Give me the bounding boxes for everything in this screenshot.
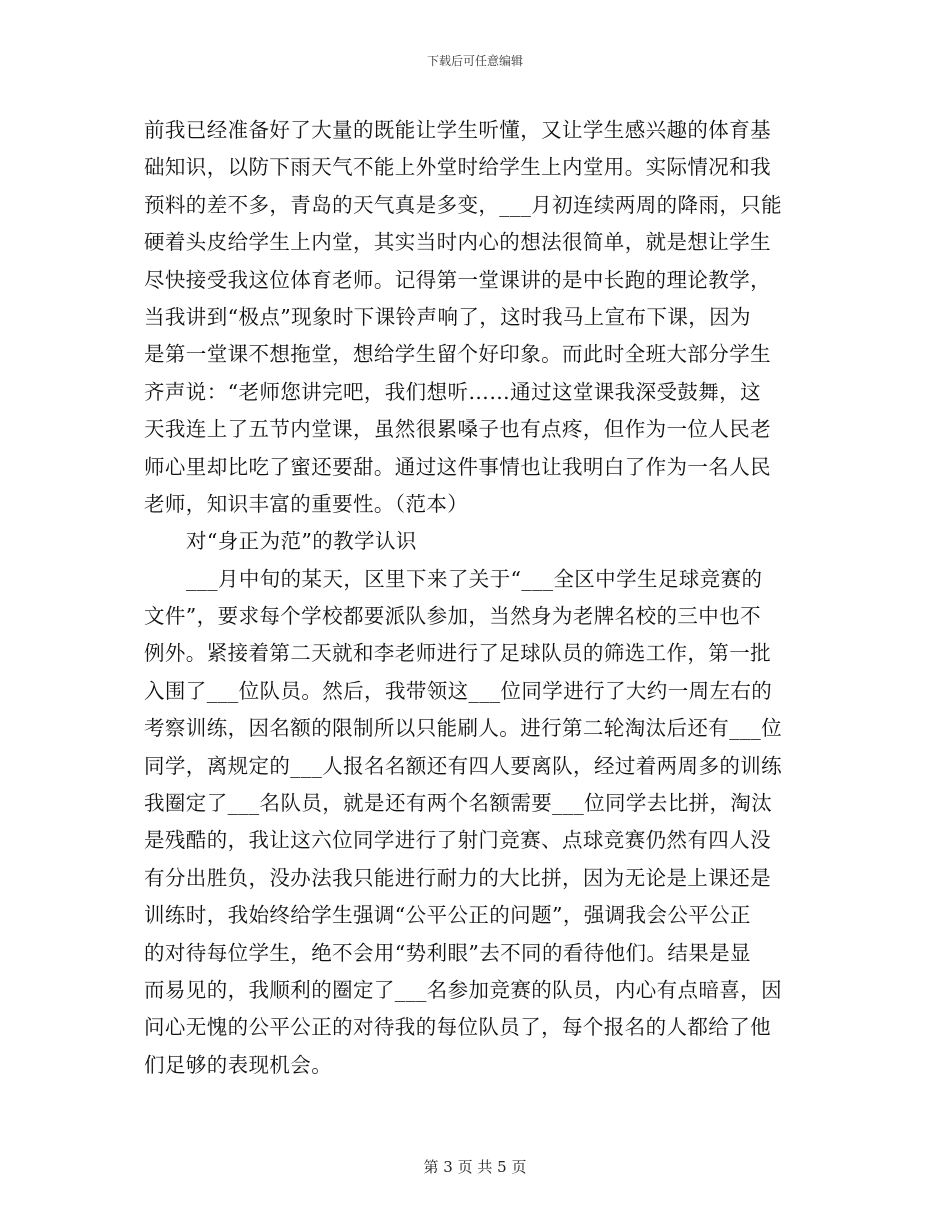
text-line: 尽快接受我这位体育老师。记得第一堂课讲的是中长跑的理论教学，	[144, 267, 771, 292]
text-line: 预料的差不多，青岛的天气真是多变，___月初连续两周的降雨，只能	[144, 192, 783, 217]
text-line: 齐声说：“老师您讲完吧，我们想听……通过这堂课我深受鼓舞，这	[144, 379, 761, 404]
text-line: 文件”，要求每个学校都要派队参加，当然身为老牌名校的三中也不	[144, 604, 761, 629]
text-line: 考察训练，因名额的限制所以只能刷人。进行第二轮淘汰后还有___位	[144, 716, 783, 741]
text-line: 师心里却比吃了蜜还要甜。通过这件事情也让我明白了作为一名人民	[144, 454, 771, 479]
text-line: 而易见的，我顺利的圈定了___名参加竞赛的队员，内心有点暗喜，因	[144, 977, 783, 1002]
text-line: 入围了___位队员。然后，我带领这___位同学进行了大约一周左右的	[144, 678, 773, 703]
text-line: 前我已经准备好了大量的既能让学生听懂，又让学生感兴趣的体育基	[144, 118, 771, 142]
text-line: 有分出胜负，没办法我只能进行耐力的大比拼，因为无论是上课还是	[144, 865, 771, 890]
text-line: 当我讲到“极点”现象时下课铃声响了，这时我马上宣布下课，因为	[144, 304, 751, 329]
text-line: 问心无愧的公平公正的对待我的每位队员了，每个报名的人都给了他	[144, 1015, 771, 1040]
text-line: 天我连上了五节内堂课，虽然很累嗓子也有点疼，但作为一位人民老	[144, 417, 771, 442]
text-line: 础知识，以防下雨天气不能上外堂时给学生上内堂用。实际情况和我	[144, 155, 771, 180]
text-line: 是第一堂课不想拖堂，想给学生留个好印象。而此时全班大部分学生	[144, 342, 771, 367]
page-number: 第 3 页 共 5 页	[423, 1158, 527, 1176]
text-line: ___月中旬的某天，区里下来了关于“___全区中学生足球竞赛的	[186, 566, 763, 591]
text-line: 们足够的表现机会。	[144, 1052, 333, 1077]
text-line: 硬着头皮给学生上内堂，其实当时内心的想法很简单，就是想让学生	[144, 230, 771, 255]
page-header: 下载后可任意编辑	[426, 54, 523, 68]
document-body	[144, 112, 809, 1084]
section-heading: 对“身正为范”的教学认识	[186, 529, 417, 554]
text-line: 是残酷的，我让这六位同学进行了射门竞赛、点球竞赛仍然有四人没	[144, 828, 771, 853]
text-line: 同学，离规定的___人报名名额还有四人要离队，经过着两周多的训练	[144, 753, 783, 778]
text-line: 的对待每位学生，绝不会用“势利眼”去不同的看待他们。结果是显	[144, 940, 751, 965]
text-line: 老师，知识丰富的重要性。（范本）	[144, 491, 469, 516]
text-line: 训练时，我始终给学生强调“公平公正的问题”，强调我会公平公正	[144, 903, 751, 928]
text-line: 我圈定了___名队员，就是还有两个名额需要___位同学去比拼，淘汰	[144, 791, 773, 816]
text-line: 例外。紧接着第二天就和李老师进行了足球队员的筛选工作，第一批	[144, 641, 771, 666]
